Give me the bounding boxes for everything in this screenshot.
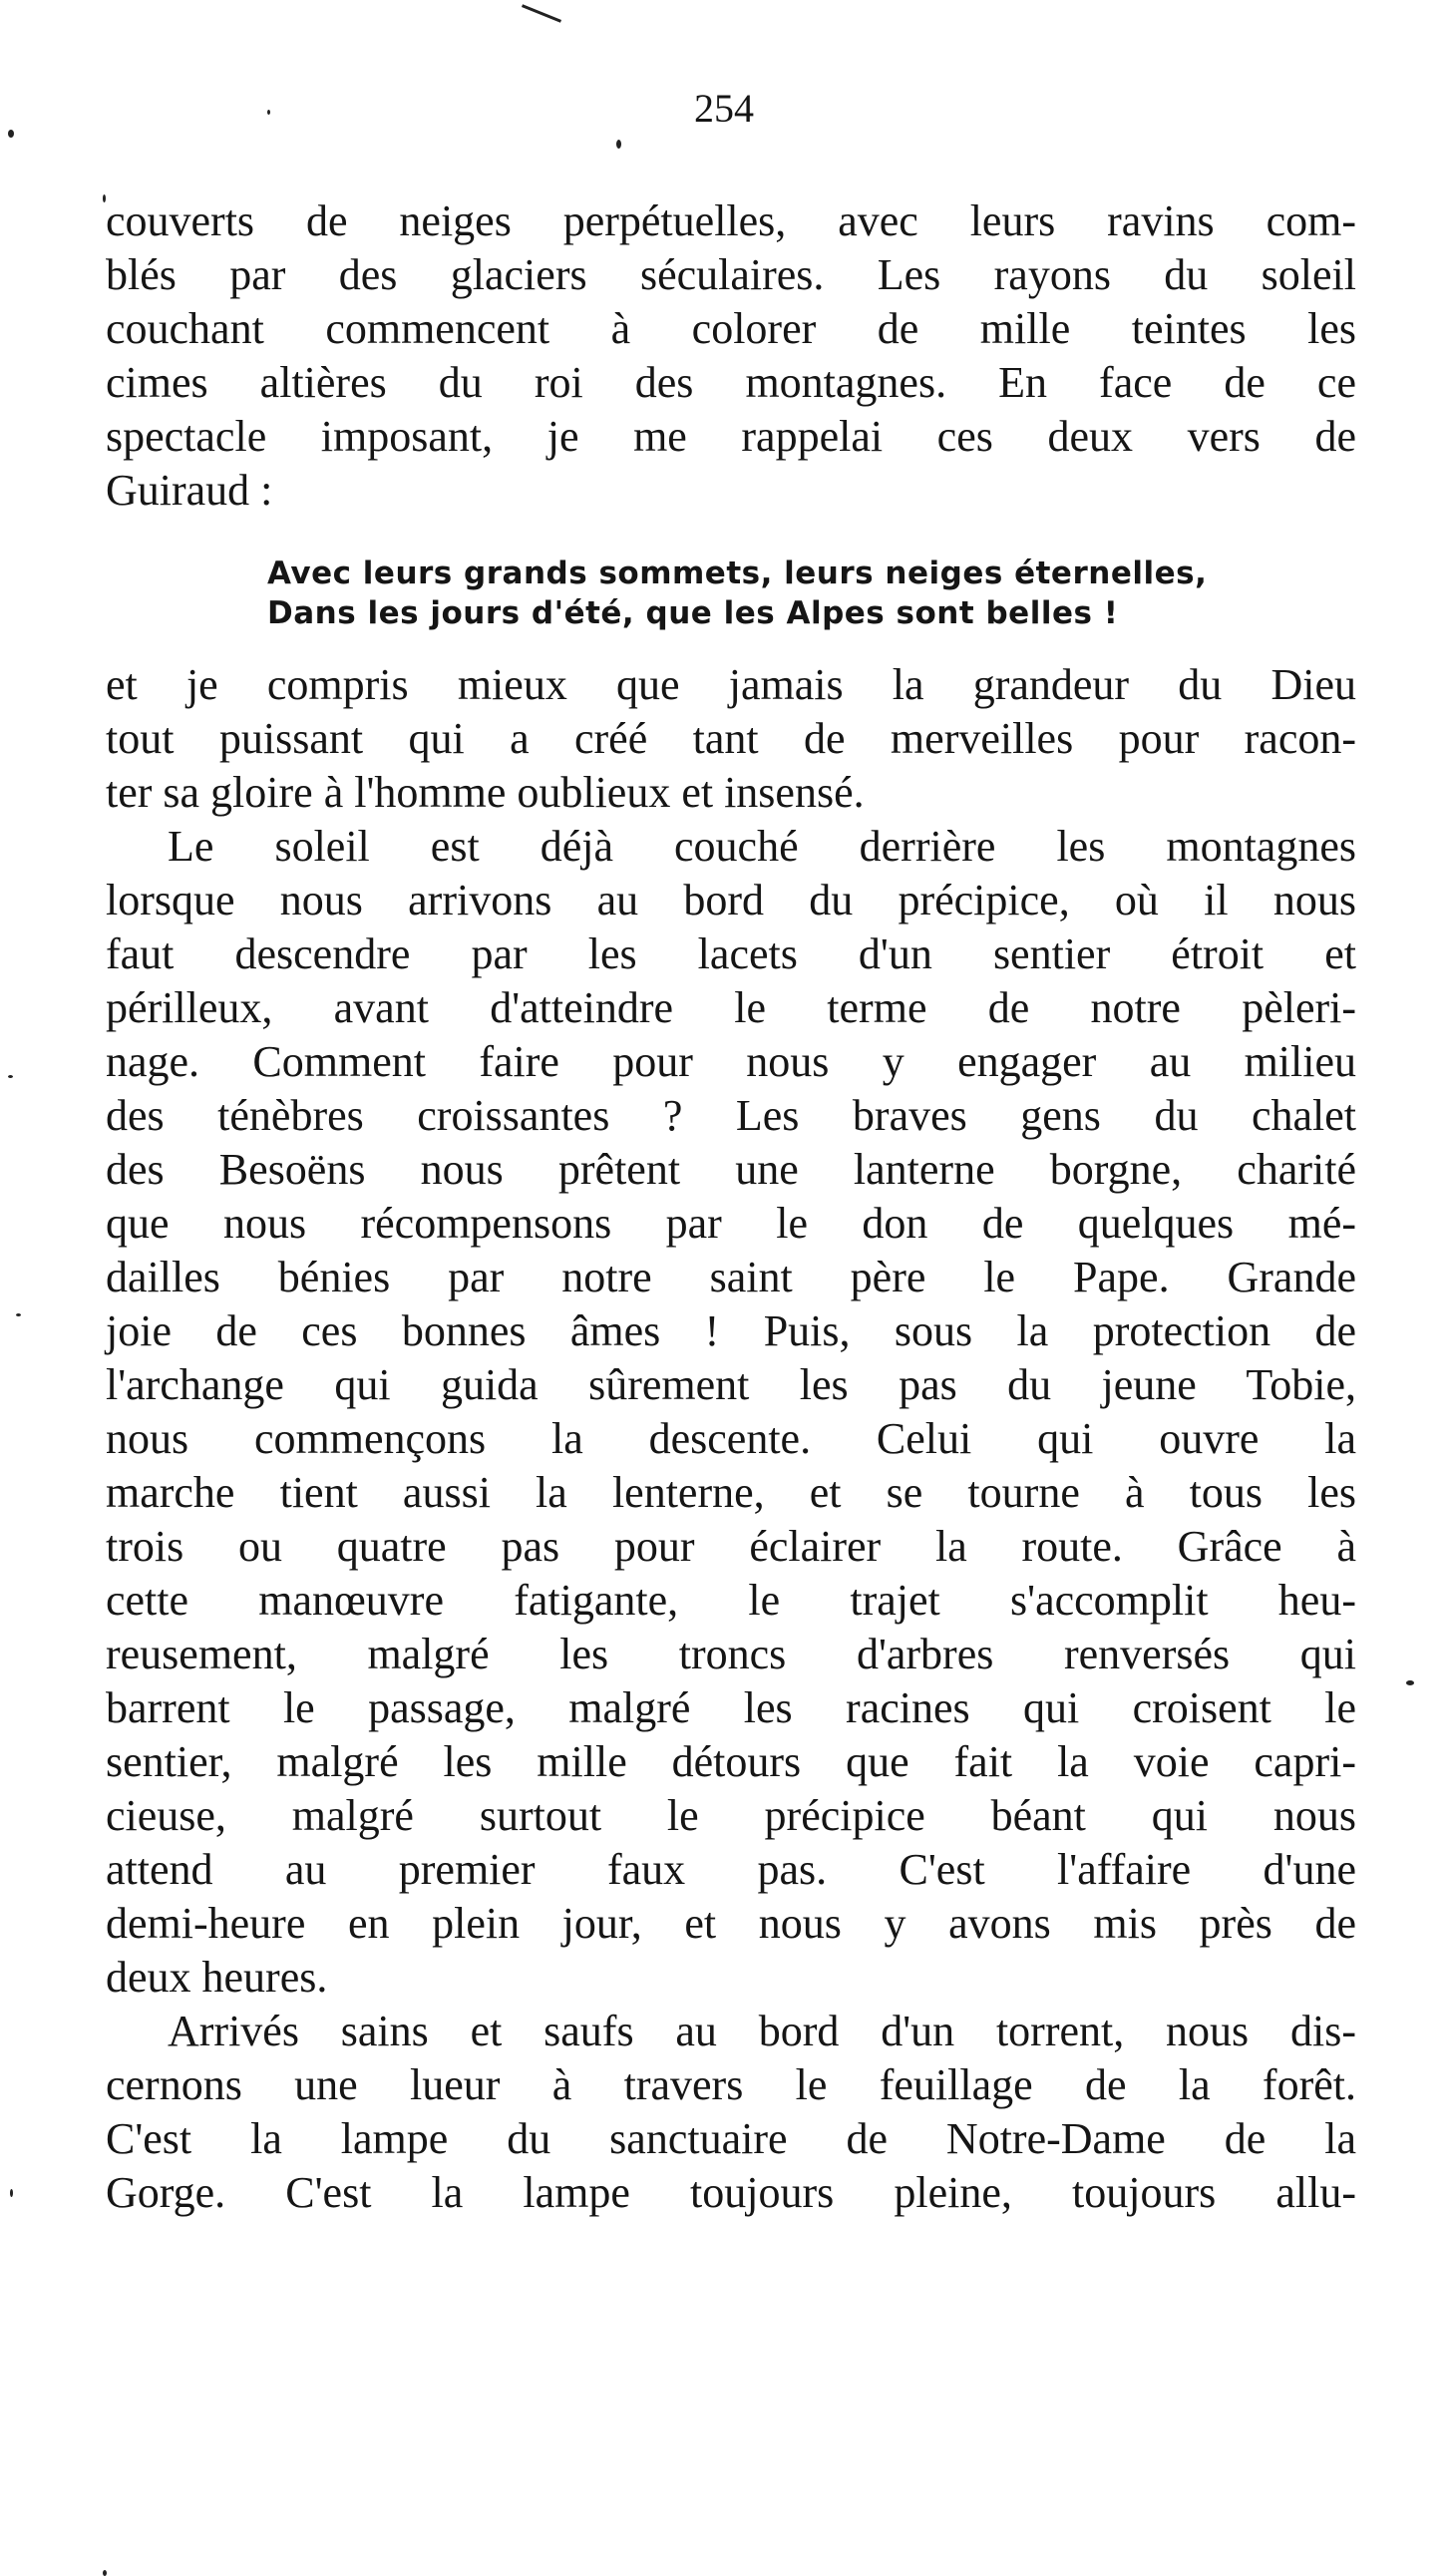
scan-speck bbox=[103, 194, 106, 202]
text-line: sentier, malgré les mille détours que fait la voie capri- bbox=[106, 1737, 1356, 1786]
text-line: attend au premier faux pas. C'est l'affaire d'une bbox=[106, 1845, 1356, 1894]
text-line: faut descendre par les lacets d'un sentier étroit et bbox=[106, 929, 1356, 978]
text-line: blés par des glaciers séculaires. Les rayons du soleil bbox=[106, 250, 1356, 299]
text-line: Gorge. C'est la lampe toujours pleine, toujours allu- bbox=[106, 2168, 1356, 2217]
scan-speck bbox=[1406, 1680, 1414, 1685]
verse-line: Dans les jours d'été, que les Alpes sont belles ! bbox=[267, 595, 1119, 631]
text-line: barrent le passage, malgré les racines qui croisent le bbox=[106, 1683, 1356, 1732]
verse-quote bbox=[267, 553, 1215, 633]
text-line: C'est la lampe du sanctuaire de Notre-Dame de la bbox=[106, 2114, 1356, 2163]
text-line: couverts de neiges perpétuelles, avec leurs ravins com- bbox=[106, 196, 1356, 245]
text-line: que nous récompensons par le don de quelques mé- bbox=[106, 1199, 1356, 1248]
text-line: marche tient aussi la lenterne, et se tourne à tous les bbox=[106, 1468, 1356, 1517]
text-line: reusement, malgré les troncs d'arbres renversés qui bbox=[106, 1630, 1356, 1678]
paragraph-start-line: Le soleil est déjà couché derrière les montagnes bbox=[168, 822, 1356, 871]
scan-speck bbox=[10, 2189, 13, 2197]
scan-speck bbox=[616, 140, 621, 149]
scan-speck bbox=[103, 2570, 107, 2576]
text-line: ter sa gloire à l'homme oublieux et insensé. bbox=[106, 768, 865, 817]
text-line: cette manœuvre fatigante, le trajet s'accomplit heu- bbox=[106, 1576, 1356, 1625]
text-line: joie de ces bonnes âmes ! Puis, sous la protection de bbox=[106, 1306, 1356, 1355]
text-line: dailles bénies par notre saint père le Pape. Grande bbox=[106, 1253, 1356, 1301]
text-line: des ténèbres croissantes ? Les braves gens du chalet bbox=[106, 1091, 1356, 1140]
text-line: trois ou quatre pas pour éclairer la route. Grâce à bbox=[106, 1522, 1356, 1571]
text-line: demi-heure en plein jour, et nous y avons mis près de bbox=[106, 1899, 1356, 1948]
text-line: nous commençons la descente. Celui qui ouvre la bbox=[106, 1414, 1356, 1463]
scan-speck bbox=[8, 130, 14, 138]
text-line: deux heures. bbox=[106, 1953, 328, 2002]
paragraph-start-line: Arrivés sains et saufs au bord d'un torrent, nous dis- bbox=[168, 2007, 1356, 2055]
scan-speck bbox=[16, 1313, 21, 1316]
verse-line: Avec leurs grands sommets, leurs neiges éternelles, bbox=[267, 555, 1208, 591]
text-line: lorsque nous arrivons au bord du précipice, où il nous bbox=[106, 876, 1356, 924]
text-line: tout puissant qui a créé tant de merveilles pour racon- bbox=[106, 714, 1356, 763]
text-line: cieuse, malgré surtout le précipice béant qui nous bbox=[106, 1791, 1356, 1840]
scan-speck bbox=[267, 110, 270, 115]
paragraph-continuation bbox=[106, 194, 1356, 518]
text-line: nage. Comment faire pour nous y engager au milieu bbox=[106, 1037, 1356, 1086]
text-line: des Besoëns nous prêtent une lanterne borgne, charité bbox=[106, 1145, 1356, 1194]
text-line: couchant commencent à colorer de mille teintes les bbox=[106, 304, 1356, 353]
text-line: et je compris mieux que jamais la grandeur du Dieu bbox=[106, 660, 1356, 709]
scan-mark bbox=[522, 4, 561, 23]
text-line: spectacle imposant, je me rappelai ces deux vers de bbox=[106, 412, 1356, 461]
text-line: l'archange qui guida sûrement les pas du jeune Tobie, bbox=[106, 1360, 1356, 1409]
text-line: cimes altières du roi des montagnes. En face de ce bbox=[106, 358, 1356, 407]
page-number: 254 bbox=[694, 86, 754, 131]
text-line: Guiraud : bbox=[106, 466, 273, 515]
scan-speck bbox=[8, 1075, 13, 1078]
text-line: cernons une lueur à travers le feuillage de la forêt. bbox=[106, 2060, 1356, 2109]
text-line: périlleux, avant d'atteindre le terme de notre pèleri- bbox=[106, 983, 1356, 1032]
paragraph-body bbox=[106, 658, 1356, 2220]
